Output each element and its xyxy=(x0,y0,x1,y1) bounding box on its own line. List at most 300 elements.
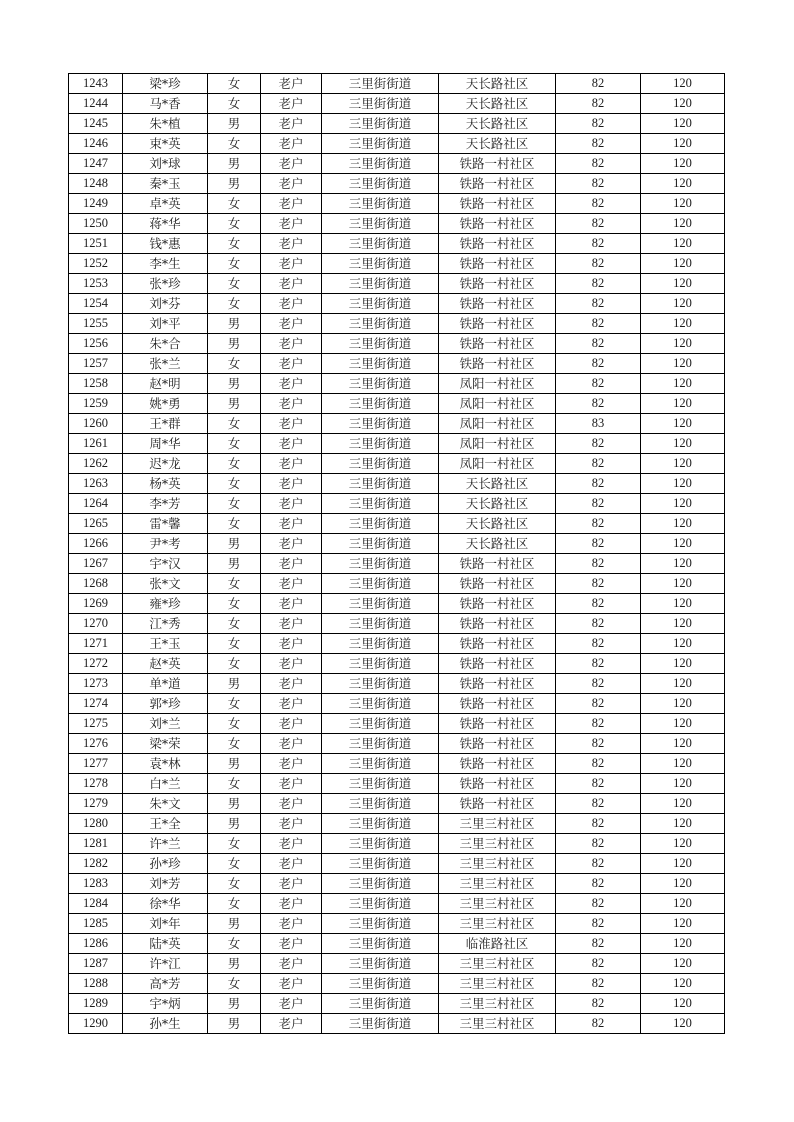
name-cell: 杨*英 xyxy=(123,474,208,494)
row-number-cell: 1283 xyxy=(69,874,123,894)
age-cell: 82 xyxy=(556,854,641,874)
gender-cell: 男 xyxy=(208,174,261,194)
row-number-cell: 1280 xyxy=(69,814,123,834)
street-cell: 三里街街道 xyxy=(322,894,439,914)
age-cell: 82 xyxy=(556,734,641,754)
street-cell: 三里街街道 xyxy=(322,74,439,94)
household-type-cell: 老户 xyxy=(261,394,322,414)
row-number-cell: 1265 xyxy=(69,514,123,534)
name-cell: 宇*炳 xyxy=(123,994,208,1014)
community-cell: 铁路一村社区 xyxy=(439,314,556,334)
gender-cell: 女 xyxy=(208,514,261,534)
community-cell: 天长路社区 xyxy=(439,74,556,94)
household-type-cell: 老户 xyxy=(261,594,322,614)
row-number-cell: 1266 xyxy=(69,534,123,554)
amount-cell: 120 xyxy=(641,914,725,934)
amount-cell: 120 xyxy=(641,254,725,274)
row-number-cell: 1272 xyxy=(69,654,123,674)
household-type-cell: 老户 xyxy=(261,994,322,1014)
community-cell: 铁路一村社区 xyxy=(439,634,556,654)
table-row xyxy=(69,554,725,574)
street-cell: 三里街街道 xyxy=(322,354,439,374)
community-cell: 铁路一村社区 xyxy=(439,614,556,634)
household-type-cell: 老户 xyxy=(261,234,322,254)
street-cell: 三里街街道 xyxy=(322,154,439,174)
household-type-cell: 老户 xyxy=(261,694,322,714)
amount-cell: 120 xyxy=(641,494,725,514)
row-number-cell: 1262 xyxy=(69,454,123,474)
name-cell: 陆*英 xyxy=(123,934,208,954)
row-number-cell: 1258 xyxy=(69,374,123,394)
amount-cell: 120 xyxy=(641,534,725,554)
name-cell: 卓*英 xyxy=(123,194,208,214)
gender-cell: 男 xyxy=(208,794,261,814)
row-number-cell: 1247 xyxy=(69,154,123,174)
gender-cell: 男 xyxy=(208,674,261,694)
household-type-cell: 老户 xyxy=(261,354,322,374)
age-cell: 82 xyxy=(556,794,641,814)
amount-cell: 120 xyxy=(641,134,725,154)
age-cell: 82 xyxy=(556,614,641,634)
street-cell: 三里街街道 xyxy=(322,194,439,214)
age-cell: 82 xyxy=(556,314,641,334)
household-type-cell: 老户 xyxy=(261,334,322,354)
gender-cell: 女 xyxy=(208,714,261,734)
table-row xyxy=(69,534,725,554)
row-number-cell: 1257 xyxy=(69,354,123,374)
community-cell: 铁路一村社区 xyxy=(439,594,556,614)
gender-cell: 女 xyxy=(208,234,261,254)
household-type-cell: 老户 xyxy=(261,894,322,914)
gender-cell: 男 xyxy=(208,114,261,134)
gender-cell: 女 xyxy=(208,694,261,714)
row-number-cell: 1285 xyxy=(69,914,123,934)
gender-cell: 女 xyxy=(208,634,261,654)
age-cell: 82 xyxy=(556,1014,641,1034)
gender-cell: 男 xyxy=(208,914,261,934)
row-number-cell: 1261 xyxy=(69,434,123,454)
street-cell: 三里街街道 xyxy=(322,594,439,614)
age-cell: 82 xyxy=(556,754,641,774)
amount-cell: 120 xyxy=(641,394,725,414)
name-cell: 许*江 xyxy=(123,954,208,974)
street-cell: 三里街街道 xyxy=(322,574,439,594)
table-row xyxy=(69,394,725,414)
household-type-cell: 老户 xyxy=(261,574,322,594)
name-cell: 王*玉 xyxy=(123,634,208,654)
amount-cell: 120 xyxy=(641,354,725,374)
name-cell: 刘*球 xyxy=(123,154,208,174)
street-cell: 三里街街道 xyxy=(322,634,439,654)
household-type-cell: 老户 xyxy=(261,74,322,94)
community-cell: 凤阳一村社区 xyxy=(439,434,556,454)
community-cell: 天长路社区 xyxy=(439,474,556,494)
household-type-cell: 老户 xyxy=(261,554,322,574)
community-cell: 三里三村社区 xyxy=(439,914,556,934)
table-row xyxy=(69,834,725,854)
table-row xyxy=(69,114,725,134)
row-number-cell: 1269 xyxy=(69,594,123,614)
row-number-cell: 1286 xyxy=(69,934,123,954)
street-cell: 三里街街道 xyxy=(322,654,439,674)
age-cell: 82 xyxy=(556,674,641,694)
street-cell: 三里街街道 xyxy=(322,714,439,734)
table-row xyxy=(69,714,725,734)
community-cell: 铁路一村社区 xyxy=(439,654,556,674)
age-cell: 82 xyxy=(556,554,641,574)
gender-cell: 女 xyxy=(208,214,261,234)
age-cell: 82 xyxy=(556,814,641,834)
table-row xyxy=(69,894,725,914)
street-cell: 三里街街道 xyxy=(322,454,439,474)
amount-cell: 120 xyxy=(641,154,725,174)
community-cell: 三里三村社区 xyxy=(439,994,556,1014)
community-cell: 凤阳一村社区 xyxy=(439,374,556,394)
amount-cell: 120 xyxy=(641,674,725,694)
row-number-cell: 1275 xyxy=(69,714,123,734)
table-row xyxy=(69,574,725,594)
street-cell: 三里街街道 xyxy=(322,174,439,194)
community-cell: 铁路一村社区 xyxy=(439,254,556,274)
household-type-cell: 老户 xyxy=(261,534,322,554)
amount-cell: 120 xyxy=(641,634,725,654)
household-type-cell: 老户 xyxy=(261,494,322,514)
amount-cell: 120 xyxy=(641,94,725,114)
street-cell: 三里街街道 xyxy=(322,674,439,694)
table-row xyxy=(69,194,725,214)
gender-cell: 女 xyxy=(208,454,261,474)
household-type-cell: 老户 xyxy=(261,714,322,734)
table-row xyxy=(69,634,725,654)
gender-cell: 男 xyxy=(208,534,261,554)
street-cell: 三里街街道 xyxy=(322,274,439,294)
street-cell: 三里街街道 xyxy=(322,434,439,454)
gender-cell: 男 xyxy=(208,154,261,174)
amount-cell: 120 xyxy=(641,114,725,134)
row-number-cell: 1251 xyxy=(69,234,123,254)
community-cell: 铁路一村社区 xyxy=(439,754,556,774)
community-cell: 天长路社区 xyxy=(439,534,556,554)
amount-cell: 120 xyxy=(641,194,725,214)
gender-cell: 女 xyxy=(208,494,261,514)
row-number-cell: 1245 xyxy=(69,114,123,134)
gender-cell: 女 xyxy=(208,854,261,874)
household-type-cell: 老户 xyxy=(261,634,322,654)
name-cell: 徐*华 xyxy=(123,894,208,914)
table-row xyxy=(69,154,725,174)
age-cell: 82 xyxy=(556,654,641,674)
gender-cell: 女 xyxy=(208,194,261,214)
community-cell: 铁路一村社区 xyxy=(439,334,556,354)
table-row xyxy=(69,354,725,374)
table-row xyxy=(69,994,725,1014)
table-row xyxy=(69,234,725,254)
household-type-cell: 老户 xyxy=(261,974,322,994)
street-cell: 三里街街道 xyxy=(322,234,439,254)
amount-cell: 120 xyxy=(641,854,725,874)
community-cell: 铁路一村社区 xyxy=(439,774,556,794)
street-cell: 三里街街道 xyxy=(322,974,439,994)
household-type-cell: 老户 xyxy=(261,454,322,474)
table-row xyxy=(69,214,725,234)
street-cell: 三里街街道 xyxy=(322,734,439,754)
row-number-cell: 1290 xyxy=(69,1014,123,1034)
street-cell: 三里街街道 xyxy=(322,694,439,714)
name-cell: 秦*玉 xyxy=(123,174,208,194)
amount-cell: 120 xyxy=(641,774,725,794)
gender-cell: 女 xyxy=(208,274,261,294)
row-number-cell: 1253 xyxy=(69,274,123,294)
street-cell: 三里街街道 xyxy=(322,294,439,314)
street-cell: 三里街街道 xyxy=(322,114,439,134)
gender-cell: 女 xyxy=(208,774,261,794)
age-cell: 82 xyxy=(556,174,641,194)
name-cell: 周*华 xyxy=(123,434,208,454)
gender-cell: 女 xyxy=(208,474,261,494)
row-number-cell: 1256 xyxy=(69,334,123,354)
amount-cell: 120 xyxy=(641,794,725,814)
age-cell: 82 xyxy=(556,594,641,614)
age-cell: 82 xyxy=(556,714,641,734)
household-type-cell: 老户 xyxy=(261,1014,322,1034)
table-row xyxy=(69,914,725,934)
household-type-cell: 老户 xyxy=(261,214,322,234)
community-cell: 铁路一村社区 xyxy=(439,214,556,234)
table-row xyxy=(69,454,725,474)
age-cell: 82 xyxy=(556,774,641,794)
gender-cell: 男 xyxy=(208,334,261,354)
name-cell: 蒋*华 xyxy=(123,214,208,234)
community-cell: 铁路一村社区 xyxy=(439,274,556,294)
table-row xyxy=(69,94,725,114)
community-cell: 天长路社区 xyxy=(439,134,556,154)
street-cell: 三里街街道 xyxy=(322,374,439,394)
table-row xyxy=(69,874,725,894)
name-cell: 王*群 xyxy=(123,414,208,434)
street-cell: 三里街街道 xyxy=(322,254,439,274)
gender-cell: 女 xyxy=(208,414,261,434)
name-cell: 郭*珍 xyxy=(123,694,208,714)
gender-cell: 女 xyxy=(208,254,261,274)
name-cell: 白*兰 xyxy=(123,774,208,794)
gender-cell: 女 xyxy=(208,894,261,914)
table-row xyxy=(69,134,725,154)
community-cell: 天长路社区 xyxy=(439,94,556,114)
gender-cell: 男 xyxy=(208,954,261,974)
name-cell: 江*秀 xyxy=(123,614,208,634)
street-cell: 三里街街道 xyxy=(322,94,439,114)
gender-cell: 男 xyxy=(208,554,261,574)
gender-cell: 女 xyxy=(208,134,261,154)
name-cell: 姚*勇 xyxy=(123,394,208,414)
street-cell: 三里街街道 xyxy=(322,754,439,774)
row-number-cell: 1260 xyxy=(69,414,123,434)
amount-cell: 120 xyxy=(641,814,725,834)
name-cell: 李*芳 xyxy=(123,494,208,514)
street-cell: 三里街街道 xyxy=(322,874,439,894)
age-cell: 82 xyxy=(556,494,641,514)
age-cell: 82 xyxy=(556,894,641,914)
household-type-cell: 老户 xyxy=(261,774,322,794)
age-cell: 82 xyxy=(556,434,641,454)
row-number-cell: 1267 xyxy=(69,554,123,574)
row-number-cell: 1278 xyxy=(69,774,123,794)
table-row xyxy=(69,974,725,994)
street-cell: 三里街街道 xyxy=(322,614,439,634)
row-number-cell: 1250 xyxy=(69,214,123,234)
community-cell: 铁路一村社区 xyxy=(439,554,556,574)
row-number-cell: 1281 xyxy=(69,834,123,854)
household-type-cell: 老户 xyxy=(261,154,322,174)
table-row xyxy=(69,74,725,94)
gender-cell: 女 xyxy=(208,614,261,634)
age-cell: 82 xyxy=(556,134,641,154)
household-type-cell: 老户 xyxy=(261,94,322,114)
age-cell: 82 xyxy=(556,694,641,714)
age-cell: 82 xyxy=(556,214,641,234)
row-number-cell: 1287 xyxy=(69,954,123,974)
street-cell: 三里街街道 xyxy=(322,534,439,554)
row-number-cell: 1289 xyxy=(69,994,123,1014)
table-row xyxy=(69,374,725,394)
row-number-cell: 1254 xyxy=(69,294,123,314)
row-number-cell: 1252 xyxy=(69,254,123,274)
name-cell: 张*珍 xyxy=(123,274,208,294)
age-cell: 82 xyxy=(556,294,641,314)
name-cell: 王*全 xyxy=(123,814,208,834)
amount-cell: 120 xyxy=(641,234,725,254)
row-number-cell: 1276 xyxy=(69,734,123,754)
street-cell: 三里街街道 xyxy=(322,554,439,574)
row-number-cell: 1288 xyxy=(69,974,123,994)
gender-cell: 女 xyxy=(208,934,261,954)
row-number-cell: 1282 xyxy=(69,854,123,874)
gender-cell: 女 xyxy=(208,74,261,94)
age-cell: 83 xyxy=(556,414,641,434)
amount-cell: 120 xyxy=(641,594,725,614)
row-number-cell: 1279 xyxy=(69,794,123,814)
table-row xyxy=(69,614,725,634)
community-cell: 铁路一村社区 xyxy=(439,194,556,214)
age-cell: 82 xyxy=(556,934,641,954)
amount-cell: 120 xyxy=(641,974,725,994)
name-cell: 刘*芳 xyxy=(123,874,208,894)
household-type-cell: 老户 xyxy=(261,734,322,754)
amount-cell: 120 xyxy=(641,874,725,894)
age-cell: 82 xyxy=(556,634,641,654)
household-type-cell: 老户 xyxy=(261,514,322,534)
gender-cell: 男 xyxy=(208,994,261,1014)
name-cell: 袁*林 xyxy=(123,754,208,774)
household-type-cell: 老户 xyxy=(261,414,322,434)
amount-cell: 120 xyxy=(641,414,725,434)
amount-cell: 120 xyxy=(641,454,725,474)
name-cell: 孙*珍 xyxy=(123,854,208,874)
amount-cell: 120 xyxy=(641,894,725,914)
gender-cell: 女 xyxy=(208,834,261,854)
row-number-cell: 1273 xyxy=(69,674,123,694)
table-row xyxy=(69,814,725,834)
age-cell: 82 xyxy=(556,474,641,494)
amount-cell: 120 xyxy=(641,754,725,774)
gender-cell: 女 xyxy=(208,574,261,594)
amount-cell: 120 xyxy=(641,714,725,734)
age-cell: 82 xyxy=(556,994,641,1014)
community-cell: 铁路一村社区 xyxy=(439,694,556,714)
table-row xyxy=(69,694,725,714)
household-type-cell: 老户 xyxy=(261,374,322,394)
name-cell: 雍*珍 xyxy=(123,594,208,614)
name-cell: 梁*珍 xyxy=(123,74,208,94)
amount-cell: 120 xyxy=(641,954,725,974)
gender-cell: 女 xyxy=(208,94,261,114)
household-type-cell: 老户 xyxy=(261,934,322,954)
amount-cell: 120 xyxy=(641,474,725,494)
table-row xyxy=(69,494,725,514)
household-type-cell: 老户 xyxy=(261,194,322,214)
household-type-cell: 老户 xyxy=(261,834,322,854)
street-cell: 三里街街道 xyxy=(322,314,439,334)
household-type-cell: 老户 xyxy=(261,914,322,934)
name-cell: 许*兰 xyxy=(123,834,208,854)
community-cell: 铁路一村社区 xyxy=(439,294,556,314)
age-cell: 82 xyxy=(556,354,641,374)
street-cell: 三里街街道 xyxy=(322,954,439,974)
household-type-cell: 老户 xyxy=(261,254,322,274)
community-cell: 天长路社区 xyxy=(439,114,556,134)
amount-cell: 120 xyxy=(641,434,725,454)
community-cell: 三里三村社区 xyxy=(439,954,556,974)
name-cell: 单*道 xyxy=(123,674,208,694)
amount-cell: 120 xyxy=(641,614,725,634)
community-cell: 凤阳一村社区 xyxy=(439,414,556,434)
table-row xyxy=(69,474,725,494)
amount-cell: 120 xyxy=(641,294,725,314)
household-type-cell: 老户 xyxy=(261,854,322,874)
community-cell: 三里三村社区 xyxy=(439,894,556,914)
name-cell: 朱*合 xyxy=(123,334,208,354)
household-type-cell: 老户 xyxy=(261,954,322,974)
age-cell: 82 xyxy=(556,274,641,294)
age-cell: 82 xyxy=(556,254,641,274)
table-row xyxy=(69,434,725,454)
community-cell: 三里三村社区 xyxy=(439,1014,556,1034)
street-cell: 三里街街道 xyxy=(322,814,439,834)
name-cell: 赵*英 xyxy=(123,654,208,674)
table-row xyxy=(69,954,725,974)
name-cell: 朱*植 xyxy=(123,114,208,134)
name-cell: 宇*汉 xyxy=(123,554,208,574)
row-number-cell: 1274 xyxy=(69,694,123,714)
age-cell: 82 xyxy=(556,394,641,414)
gender-cell: 男 xyxy=(208,374,261,394)
row-number-cell: 1271 xyxy=(69,634,123,654)
community-cell: 铁路一村社区 xyxy=(439,354,556,374)
table-row xyxy=(69,414,725,434)
name-cell: 李*生 xyxy=(123,254,208,274)
age-cell: 82 xyxy=(556,154,641,174)
row-number-cell: 1243 xyxy=(69,74,123,94)
table-row xyxy=(69,854,725,874)
gender-cell: 男 xyxy=(208,1014,261,1034)
household-type-cell: 老户 xyxy=(261,754,322,774)
name-cell: 尹*考 xyxy=(123,534,208,554)
row-number-cell: 1259 xyxy=(69,394,123,414)
age-cell: 82 xyxy=(556,874,641,894)
household-type-cell: 老户 xyxy=(261,134,322,154)
age-cell: 82 xyxy=(556,534,641,554)
amount-cell: 120 xyxy=(641,834,725,854)
